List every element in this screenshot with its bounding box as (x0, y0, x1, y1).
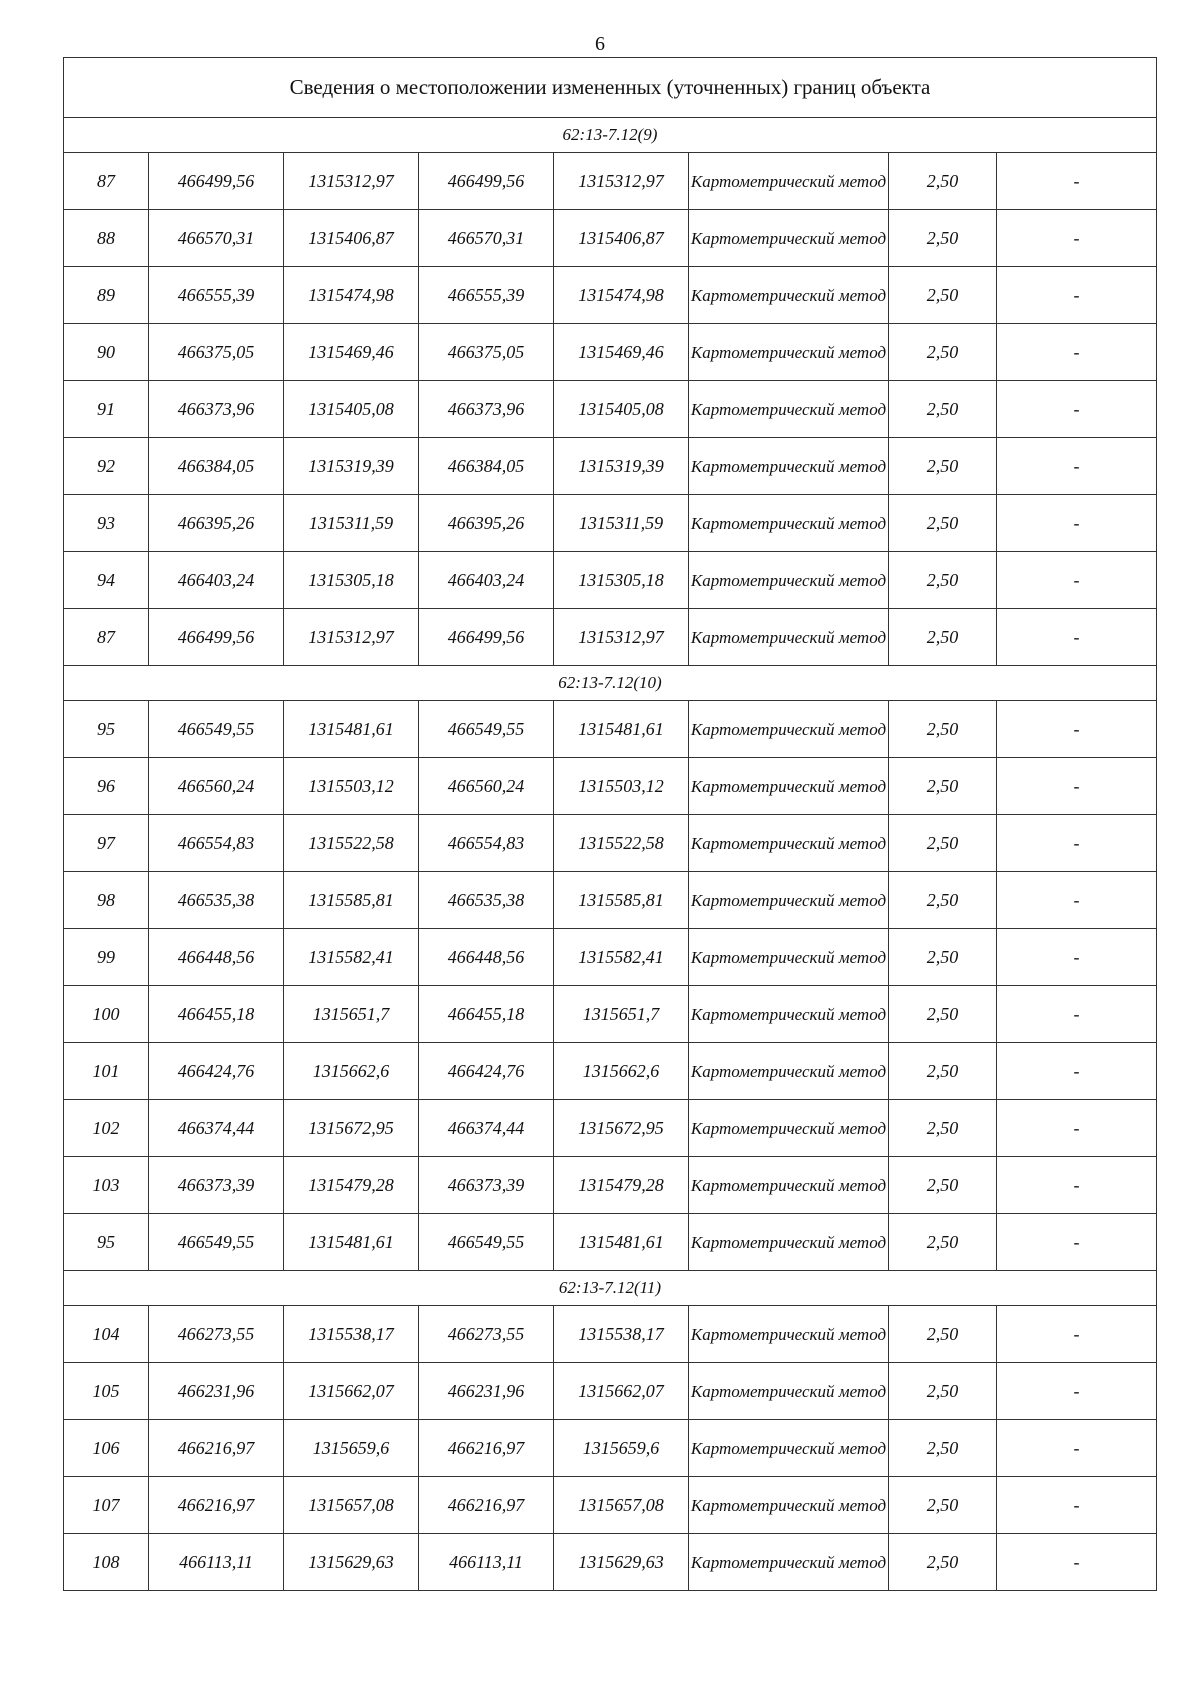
y-old-cell: 1315662,07 (284, 1363, 419, 1420)
accuracy-cell: 2,50 (889, 1043, 997, 1100)
point-number-cell: 92 (64, 438, 149, 495)
x-old-cell: 466448,56 (149, 929, 284, 986)
description-cell: - (997, 1420, 1157, 1477)
method-cell: Картометрический метод (689, 1363, 889, 1420)
table-row (64, 758, 1157, 815)
x-new-cell: 466455,18 (419, 986, 554, 1043)
x-new-cell: 466570,31 (419, 210, 554, 267)
x-old-cell: 466373,96 (149, 381, 284, 438)
x-new-cell: 466216,97 (419, 1420, 554, 1477)
section-header-row (64, 666, 1157, 701)
accuracy-cell: 2,50 (889, 1214, 997, 1271)
point-number-cell: 102 (64, 1100, 149, 1157)
y-new-cell: 1315311,59 (554, 495, 689, 552)
y-new-cell: 1315582,41 (554, 929, 689, 986)
description-cell: - (997, 1534, 1157, 1591)
y-new-cell: 1315312,97 (554, 609, 689, 666)
y-new-cell: 1315479,28 (554, 1157, 689, 1214)
table-row (64, 1306, 1157, 1363)
point-number-cell: 108 (64, 1534, 149, 1591)
y-old-cell: 1315479,28 (284, 1157, 419, 1214)
method-cell: Картометрический метод (689, 381, 889, 438)
y-new-cell: 1315481,61 (554, 701, 689, 758)
description-cell: - (997, 929, 1157, 986)
accuracy-cell: 2,50 (889, 438, 997, 495)
description-cell: - (997, 1214, 1157, 1271)
x-new-cell: 466273,55 (419, 1306, 554, 1363)
y-old-cell: 1315585,81 (284, 872, 419, 929)
table-row (64, 986, 1157, 1043)
accuracy-cell: 2,50 (889, 210, 997, 267)
point-number-cell: 105 (64, 1363, 149, 1420)
table-row (64, 381, 1157, 438)
x-new-cell: 466373,96 (419, 381, 554, 438)
description-cell: - (997, 758, 1157, 815)
point-number-cell: 91 (64, 381, 149, 438)
accuracy-cell: 2,50 (889, 1363, 997, 1420)
section-label: 62:13-7.12(10) (64, 666, 1157, 701)
table-row (64, 1534, 1157, 1591)
accuracy-cell: 2,50 (889, 1420, 997, 1477)
point-number-cell: 107 (64, 1477, 149, 1534)
y-old-cell: 1315651,7 (284, 986, 419, 1043)
x-old-cell: 466499,56 (149, 153, 284, 210)
x-old-cell: 466555,39 (149, 267, 284, 324)
point-number-cell: 103 (64, 1157, 149, 1214)
x-old-cell: 466535,38 (149, 872, 284, 929)
boundary-table (63, 57, 1157, 1591)
x-old-cell: 466499,56 (149, 609, 284, 666)
description-cell: - (997, 381, 1157, 438)
x-new-cell: 466231,96 (419, 1363, 554, 1420)
description-cell: - (997, 986, 1157, 1043)
y-new-cell: 1315503,12 (554, 758, 689, 815)
x-old-cell: 466570,31 (149, 210, 284, 267)
table-title-row (64, 58, 1157, 118)
table-row (64, 609, 1157, 666)
point-number-cell: 95 (64, 1214, 149, 1271)
table-row (64, 1157, 1157, 1214)
x-new-cell: 466554,83 (419, 815, 554, 872)
x-old-cell: 466554,83 (149, 815, 284, 872)
method-cell: Картометрический метод (689, 1534, 889, 1591)
x-old-cell: 466395,26 (149, 495, 284, 552)
accuracy-cell: 2,50 (889, 758, 997, 815)
table-row (64, 872, 1157, 929)
x-new-cell: 466403,24 (419, 552, 554, 609)
y-new-cell: 1315406,87 (554, 210, 689, 267)
method-cell: Картометрический метод (689, 438, 889, 495)
y-new-cell: 1315672,95 (554, 1100, 689, 1157)
x-old-cell: 466455,18 (149, 986, 284, 1043)
accuracy-cell: 2,50 (889, 552, 997, 609)
x-new-cell: 466375,05 (419, 324, 554, 381)
y-old-cell: 1315582,41 (284, 929, 419, 986)
y-old-cell: 1315405,08 (284, 381, 419, 438)
x-old-cell: 466373,39 (149, 1157, 284, 1214)
point-number-cell: 96 (64, 758, 149, 815)
y-old-cell: 1315659,6 (284, 1420, 419, 1477)
table-row (64, 701, 1157, 758)
table-row (64, 1420, 1157, 1477)
accuracy-cell: 2,50 (889, 153, 997, 210)
x-old-cell: 466384,05 (149, 438, 284, 495)
accuracy-cell: 2,50 (889, 1477, 997, 1534)
table-title: Сведения о местоположении измененных (уточненных) границ объекта (64, 58, 1157, 118)
y-new-cell: 1315522,58 (554, 815, 689, 872)
x-old-cell: 466375,05 (149, 324, 284, 381)
description-cell: - (997, 872, 1157, 929)
description-cell: - (997, 1363, 1157, 1420)
method-cell: Картометрический метод (689, 267, 889, 324)
method-cell: Картометрический метод (689, 929, 889, 986)
point-number-cell: 99 (64, 929, 149, 986)
y-new-cell: 1315651,7 (554, 986, 689, 1043)
description-cell: - (997, 153, 1157, 210)
accuracy-cell: 2,50 (889, 872, 997, 929)
y-new-cell: 1315657,08 (554, 1477, 689, 1534)
x-old-cell: 466374,44 (149, 1100, 284, 1157)
x-new-cell: 466384,05 (419, 438, 554, 495)
y-old-cell: 1315312,97 (284, 153, 419, 210)
accuracy-cell: 2,50 (889, 1100, 997, 1157)
page-number: 6 (595, 33, 605, 55)
method-cell: Картометрический метод (689, 324, 889, 381)
y-new-cell: 1315629,63 (554, 1534, 689, 1591)
y-old-cell: 1315522,58 (284, 815, 419, 872)
point-number-cell: 89 (64, 267, 149, 324)
description-cell: - (997, 1306, 1157, 1363)
method-cell: Картометрический метод (689, 815, 889, 872)
description-cell: - (997, 210, 1157, 267)
x-new-cell: 466555,39 (419, 267, 554, 324)
y-old-cell: 1315538,17 (284, 1306, 419, 1363)
method-cell: Картометрический метод (689, 495, 889, 552)
table-body (64, 58, 1157, 1591)
x-new-cell: 466395,26 (419, 495, 554, 552)
x-new-cell: 466374,44 (419, 1100, 554, 1157)
y-new-cell: 1315585,81 (554, 872, 689, 929)
method-cell: Картометрический метод (689, 1157, 889, 1214)
table-row (64, 153, 1157, 210)
table-row (64, 815, 1157, 872)
accuracy-cell: 2,50 (889, 1534, 997, 1591)
accuracy-cell: 2,50 (889, 929, 997, 986)
description-cell: - (997, 1477, 1157, 1534)
x-new-cell: 466424,76 (419, 1043, 554, 1100)
method-cell: Картометрический метод (689, 609, 889, 666)
method-cell: Картометрический метод (689, 153, 889, 210)
table-row (64, 552, 1157, 609)
method-cell: Картометрический метод (689, 1477, 889, 1534)
point-number-cell: 93 (64, 495, 149, 552)
section-header-row (64, 118, 1157, 153)
point-number-cell: 87 (64, 609, 149, 666)
y-new-cell: 1315469,46 (554, 324, 689, 381)
description-cell: - (997, 1157, 1157, 1214)
description-cell: - (997, 267, 1157, 324)
accuracy-cell: 2,50 (889, 986, 997, 1043)
x-old-cell: 466216,97 (149, 1420, 284, 1477)
method-cell: Картометрический метод (689, 1306, 889, 1363)
method-cell: Картометрический метод (689, 1420, 889, 1477)
y-old-cell: 1315481,61 (284, 701, 419, 758)
y-new-cell: 1315474,98 (554, 267, 689, 324)
x-new-cell: 466448,56 (419, 929, 554, 986)
description-cell: - (997, 609, 1157, 666)
y-old-cell: 1315406,87 (284, 210, 419, 267)
y-new-cell: 1315659,6 (554, 1420, 689, 1477)
point-number-cell: 97 (64, 815, 149, 872)
point-number-cell: 90 (64, 324, 149, 381)
method-cell: Картометрический метод (689, 758, 889, 815)
accuracy-cell: 2,50 (889, 609, 997, 666)
point-number-cell: 101 (64, 1043, 149, 1100)
point-number-cell: 104 (64, 1306, 149, 1363)
x-new-cell: 466113,11 (419, 1534, 554, 1591)
accuracy-cell: 2,50 (889, 381, 997, 438)
method-cell: Картометрический метод (689, 701, 889, 758)
y-new-cell: 1315538,17 (554, 1306, 689, 1363)
y-new-cell: 1315319,39 (554, 438, 689, 495)
table-row (64, 324, 1157, 381)
y-old-cell: 1315305,18 (284, 552, 419, 609)
y-new-cell: 1315481,61 (554, 1214, 689, 1271)
y-new-cell: 1315662,07 (554, 1363, 689, 1420)
point-number-cell: 87 (64, 153, 149, 210)
table-row (64, 495, 1157, 552)
x-old-cell: 466549,55 (149, 1214, 284, 1271)
point-number-cell: 106 (64, 1420, 149, 1477)
section-header-row (64, 1271, 1157, 1306)
description-cell: - (997, 701, 1157, 758)
accuracy-cell: 2,50 (889, 495, 997, 552)
accuracy-cell: 2,50 (889, 1157, 997, 1214)
y-old-cell: 1315657,08 (284, 1477, 419, 1534)
accuracy-cell: 2,50 (889, 701, 997, 758)
x-new-cell: 466549,55 (419, 1214, 554, 1271)
y-old-cell: 1315481,61 (284, 1214, 419, 1271)
x-new-cell: 466560,24 (419, 758, 554, 815)
y-old-cell: 1315662,6 (284, 1043, 419, 1100)
method-cell: Картометрический метод (689, 1100, 889, 1157)
table-row (64, 1100, 1157, 1157)
table-row (64, 210, 1157, 267)
y-old-cell: 1315312,97 (284, 609, 419, 666)
section-label: 62:13-7.12(9) (64, 118, 1157, 153)
x-old-cell: 466403,24 (149, 552, 284, 609)
x-old-cell: 466424,76 (149, 1043, 284, 1100)
x-old-cell: 466273,55 (149, 1306, 284, 1363)
table-row (64, 1363, 1157, 1420)
description-cell: - (997, 1100, 1157, 1157)
y-old-cell: 1315469,46 (284, 324, 419, 381)
x-new-cell: 466535,38 (419, 872, 554, 929)
y-old-cell: 1315672,95 (284, 1100, 419, 1157)
accuracy-cell: 2,50 (889, 1306, 997, 1363)
table-row (64, 1043, 1157, 1100)
table-row (64, 267, 1157, 324)
point-number-cell: 100 (64, 986, 149, 1043)
description-cell: - (997, 495, 1157, 552)
x-old-cell: 466231,96 (149, 1363, 284, 1420)
point-number-cell: 95 (64, 701, 149, 758)
x-old-cell: 466549,55 (149, 701, 284, 758)
x-old-cell: 466113,11 (149, 1534, 284, 1591)
description-cell: - (997, 1043, 1157, 1100)
table-row (64, 1214, 1157, 1271)
description-cell: - (997, 552, 1157, 609)
method-cell: Картометрический метод (689, 986, 889, 1043)
description-cell: - (997, 815, 1157, 872)
description-cell: - (997, 438, 1157, 495)
point-number-cell: 88 (64, 210, 149, 267)
table-row (64, 438, 1157, 495)
accuracy-cell: 2,50 (889, 815, 997, 872)
x-new-cell: 466549,55 (419, 701, 554, 758)
accuracy-cell: 2,50 (889, 267, 997, 324)
point-number-cell: 94 (64, 552, 149, 609)
y-old-cell: 1315311,59 (284, 495, 419, 552)
table-row (64, 1477, 1157, 1534)
x-new-cell: 466499,56 (419, 153, 554, 210)
y-old-cell: 1315629,63 (284, 1534, 419, 1591)
description-cell: - (997, 324, 1157, 381)
table-row (64, 929, 1157, 986)
method-cell: Картометрический метод (689, 1214, 889, 1271)
y-old-cell: 1315319,39 (284, 438, 419, 495)
y-new-cell: 1315662,6 (554, 1043, 689, 1100)
x-old-cell: 466216,97 (149, 1477, 284, 1534)
x-old-cell: 466560,24 (149, 758, 284, 815)
section-label: 62:13-7.12(11) (64, 1271, 1157, 1306)
y-old-cell: 1315474,98 (284, 267, 419, 324)
x-new-cell: 466216,97 (419, 1477, 554, 1534)
method-cell: Картометрический метод (689, 210, 889, 267)
accuracy-cell: 2,50 (889, 324, 997, 381)
x-new-cell: 466499,56 (419, 609, 554, 666)
y-old-cell: 1315503,12 (284, 758, 419, 815)
method-cell: Картометрический метод (689, 552, 889, 609)
y-new-cell: 1315305,18 (554, 552, 689, 609)
method-cell: Картометрический метод (689, 1043, 889, 1100)
method-cell: Картометрический метод (689, 872, 889, 929)
x-new-cell: 466373,39 (419, 1157, 554, 1214)
y-new-cell: 1315312,97 (554, 153, 689, 210)
point-number-cell: 98 (64, 872, 149, 929)
y-new-cell: 1315405,08 (554, 381, 689, 438)
